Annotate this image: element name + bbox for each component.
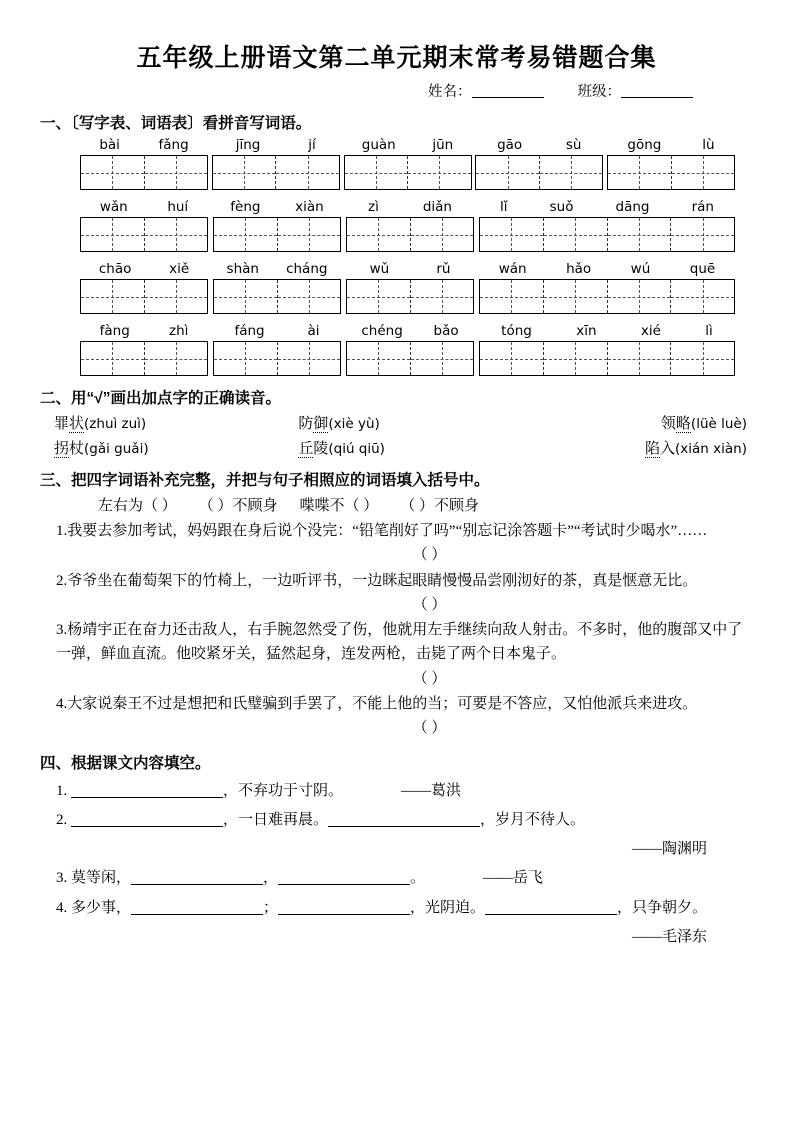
pinyin-syllable: chāo bbox=[98, 261, 132, 277]
pinyin-label bbox=[213, 261, 341, 277]
tianzige-cell[interactable] bbox=[145, 218, 208, 251]
page-title: 五年级上册语文第二单元期末常考易错题合集 bbox=[136, 44, 657, 72]
write-blank[interactable] bbox=[278, 899, 410, 915]
pinyin-syllable: ài bbox=[307, 323, 320, 339]
write-blank[interactable] bbox=[328, 811, 480, 827]
tianzige-cell[interactable] bbox=[345, 156, 409, 189]
tianzige-cell[interactable] bbox=[145, 280, 208, 313]
line-text-middle: ， bbox=[263, 870, 279, 887]
pinyin-grid-row bbox=[40, 199, 753, 252]
tianzige-cell[interactable] bbox=[608, 280, 672, 313]
tianzige-cell[interactable] bbox=[608, 342, 672, 375]
pinyin-word-group bbox=[80, 199, 208, 252]
answer-parentheses[interactable]: （ ） bbox=[412, 596, 447, 613]
word-character: 陵 bbox=[313, 441, 329, 457]
pinyin-word-group bbox=[80, 261, 208, 314]
pronunciation-options[interactable]: (xián xiàn) bbox=[675, 441, 747, 457]
pronunciation-options[interactable]: (gǎi guǎi) bbox=[84, 441, 149, 457]
tianzige-cell[interactable] bbox=[671, 280, 734, 313]
pinyin-syllable: xiě bbox=[169, 261, 190, 277]
write-blank[interactable] bbox=[131, 869, 263, 885]
tianzige-cell[interactable] bbox=[145, 156, 208, 189]
pronunciation-word bbox=[54, 441, 84, 458]
tianzige-cell[interactable] bbox=[347, 218, 411, 251]
pinyin-word-group bbox=[479, 199, 735, 252]
tianzige-cell[interactable] bbox=[480, 342, 544, 375]
pinyin-syllable: diǎn bbox=[422, 199, 452, 215]
idiom-fill-row bbox=[40, 494, 753, 515]
tianzige-box[interactable] bbox=[213, 341, 341, 376]
word-character: 杖 bbox=[69, 441, 85, 457]
pinyin-syllable: rǔ bbox=[436, 261, 451, 277]
dotted-character: 御 bbox=[313, 416, 329, 432]
tianzige-box[interactable] bbox=[475, 155, 603, 190]
tianzige-cell[interactable] bbox=[81, 280, 145, 313]
line-text-after: ，光阴迫。 bbox=[410, 899, 486, 916]
tianzige-cell[interactable] bbox=[81, 218, 145, 251]
tianzige-box[interactable] bbox=[479, 217, 735, 252]
tianzige-cell[interactable] bbox=[480, 218, 544, 251]
pronunciation-word bbox=[661, 416, 691, 433]
pinyin-syllable: zì bbox=[368, 199, 379, 215]
tianzige-box[interactable] bbox=[346, 217, 474, 252]
tianzige-box[interactable] bbox=[80, 341, 208, 376]
line-text-after: 。 bbox=[410, 870, 426, 887]
tianzige-box[interactable] bbox=[479, 279, 735, 314]
pronunciation-options[interactable]: (zhuì zuì) bbox=[84, 416, 147, 432]
line-text-middle: ，不弃功于寸阴。 bbox=[223, 782, 344, 799]
tianzige-cell[interactable] bbox=[145, 342, 208, 375]
grid-row-gap bbox=[40, 254, 753, 261]
pronunciation-options[interactable]: (lüè luè) bbox=[690, 416, 747, 432]
idiom-item[interactable]: 喋喋不（ ） bbox=[299, 498, 379, 514]
pinyin-syllable: wǔ bbox=[369, 261, 390, 277]
pinyin-syllable: bǎo bbox=[433, 323, 459, 339]
word-character: 防 bbox=[298, 416, 314, 432]
pinyin-word-group bbox=[213, 199, 341, 252]
tianzige-cell[interactable] bbox=[480, 280, 544, 313]
pinyin-syllable: fàng bbox=[99, 323, 130, 339]
tianzige-cell[interactable] bbox=[408, 156, 471, 189]
pinyin-grid-row bbox=[40, 261, 753, 314]
tianzige-cell[interactable] bbox=[544, 218, 608, 251]
pinyin-syllable: fǎng bbox=[158, 137, 189, 153]
section2-body bbox=[40, 412, 753, 458]
item-number: 3. bbox=[56, 870, 71, 887]
write-blank[interactable] bbox=[131, 899, 263, 915]
idiom-item[interactable]: 左右为（ ） bbox=[98, 498, 177, 514]
write-blank[interactable] bbox=[278, 869, 410, 885]
pinyin-syllable: tóng bbox=[501, 323, 532, 339]
dotted-character: 略 bbox=[675, 416, 691, 432]
tianzige-box[interactable] bbox=[80, 155, 208, 190]
pinyin-syllable: dāng bbox=[615, 199, 650, 215]
quote-source: ——陶渊明 bbox=[631, 841, 707, 858]
pinyin-syllable: xié bbox=[640, 323, 661, 339]
section3-heading: 三、把四字词语补充完整，并把与句子相照应的词语填入括号中。 bbox=[40, 472, 490, 489]
pronunciation-options[interactable]: (xiè yù) bbox=[328, 416, 380, 432]
pinyin-syllable: chéng bbox=[361, 323, 403, 339]
pinyin-word-group bbox=[80, 137, 208, 190]
pinyin-syllable: shàn bbox=[226, 261, 259, 277]
tianzige-box[interactable] bbox=[344, 155, 472, 190]
pinyin-word-group bbox=[213, 261, 341, 314]
pinyin-syllable: jí bbox=[308, 137, 316, 153]
tianzige-box[interactable] bbox=[607, 155, 735, 190]
word-character: 罪 bbox=[54, 416, 70, 432]
tianzige-box[interactable] bbox=[213, 217, 341, 252]
student-info-line bbox=[40, 80, 693, 101]
section3-questions bbox=[40, 519, 753, 741]
question-item bbox=[40, 519, 753, 568]
pinyin-label bbox=[80, 261, 208, 277]
name-field bbox=[428, 80, 544, 101]
pinyin-word-group bbox=[80, 323, 208, 376]
pinyin-syllable: xīn bbox=[576, 323, 597, 339]
question-item bbox=[40, 618, 753, 691]
tianzige-cell[interactable] bbox=[476, 156, 540, 189]
item-number: 4. bbox=[56, 899, 71, 916]
pinyin-word-group bbox=[346, 199, 474, 252]
tianzige-cell[interactable] bbox=[213, 156, 277, 189]
tianzige-box[interactable] bbox=[212, 155, 340, 190]
fill-blank-line bbox=[56, 777, 753, 806]
pinyin-label bbox=[346, 261, 474, 277]
name-label: 姓名： bbox=[428, 84, 472, 100]
pinyin-label bbox=[479, 261, 735, 277]
fill-blank-line bbox=[56, 864, 753, 893]
pinyin-syllable: fèng bbox=[230, 199, 261, 215]
pinyin-syllable: jūn bbox=[432, 137, 454, 153]
tianzige-cell[interactable] bbox=[608, 156, 672, 189]
tianzige-box[interactable] bbox=[346, 341, 474, 376]
pronunciation-item[interactable] bbox=[278, 437, 522, 458]
tianzige-cell[interactable] bbox=[671, 218, 734, 251]
tianzige-cell[interactable] bbox=[411, 280, 474, 313]
tianzige-cell[interactable] bbox=[278, 342, 341, 375]
dotted-character: 状 bbox=[69, 416, 85, 432]
section1-heading: 一、〔写字表、词语表〕看拼音写词语。 bbox=[40, 115, 312, 132]
pinyin-label bbox=[80, 137, 208, 153]
line-text-before: 莫等闲， bbox=[71, 870, 132, 887]
answer-parentheses[interactable]: （ ） bbox=[412, 670, 447, 687]
tianzige-box[interactable] bbox=[213, 279, 341, 314]
pinyin-label bbox=[80, 199, 208, 215]
pronunciation-row bbox=[40, 437, 753, 458]
tianzige-cell[interactable] bbox=[672, 156, 735, 189]
pinyin-syllable: wán bbox=[498, 261, 527, 277]
tianzige-cell[interactable] bbox=[540, 156, 603, 189]
pinyin-syllable: suǒ bbox=[549, 199, 574, 215]
pinyin-syllable: quē bbox=[689, 261, 716, 277]
line-text-before: 多少事， bbox=[71, 899, 132, 916]
class-field bbox=[578, 80, 694, 101]
pronunciation-item[interactable] bbox=[54, 412, 278, 433]
pronunciation-item[interactable] bbox=[278, 412, 522, 433]
pinyin-syllable: gōng bbox=[627, 137, 662, 153]
word-character: 入 bbox=[660, 441, 676, 457]
line-text-after: ，岁月不待人。 bbox=[480, 811, 586, 828]
tianzige-box[interactable] bbox=[80, 279, 208, 314]
pinyin-word-group bbox=[344, 137, 472, 190]
tianzige-cell[interactable] bbox=[671, 342, 734, 375]
pinyin-word-group bbox=[479, 261, 735, 314]
fill-blank-line bbox=[56, 894, 753, 923]
pinyin-label bbox=[607, 137, 735, 153]
pinyin-syllable: wú bbox=[630, 261, 651, 277]
tianzige-cell[interactable] bbox=[276, 156, 339, 189]
pinyin-label bbox=[475, 137, 603, 153]
class-label: 班级： bbox=[577, 84, 621, 100]
grid-row-gap bbox=[40, 316, 753, 323]
question-number: 1. bbox=[56, 523, 68, 539]
pinyin-syllable: bài bbox=[99, 137, 120, 153]
pronunciation-row bbox=[40, 412, 753, 433]
pinyin-word-group bbox=[346, 323, 474, 376]
pronunciation-options[interactable]: (qiú qiū) bbox=[328, 441, 385, 457]
tianzige-box[interactable] bbox=[346, 279, 474, 314]
quote-source: ——岳飞 bbox=[483, 870, 544, 887]
dotted-character: 丘 bbox=[298, 441, 314, 457]
fill-blank-line bbox=[56, 806, 753, 835]
pinyin-syllable: xiàn bbox=[295, 199, 324, 215]
pinyin-syllable: zhì bbox=[168, 323, 189, 339]
tianzige-cell[interactable] bbox=[214, 280, 278, 313]
tianzige-cell[interactable] bbox=[347, 342, 411, 375]
pinyin-label bbox=[80, 323, 208, 339]
question-number: 4. bbox=[56, 696, 68, 713]
grid-row-gap bbox=[40, 192, 753, 199]
pronunciation-item[interactable] bbox=[54, 437, 278, 458]
tianzige-box[interactable] bbox=[479, 341, 735, 376]
tianzige-cell[interactable] bbox=[81, 156, 145, 189]
section2-heading: 二、用“√”画出加点字的正确读音。 bbox=[40, 390, 282, 407]
tianzige-box[interactable] bbox=[80, 217, 208, 252]
pinyin-label bbox=[212, 137, 340, 153]
pinyin-word-group bbox=[212, 137, 340, 190]
section4-body bbox=[40, 777, 753, 953]
answer-parentheses[interactable]: （ ） bbox=[412, 547, 447, 564]
pinyin-label bbox=[479, 323, 735, 339]
tianzige-cell[interactable] bbox=[544, 280, 608, 313]
question-text: 爷爷坐在葡萄架下的竹椅上，一边听评书，一边眯起眼睛慢慢品尝刚沏好的茶，真是惬意无比。 bbox=[67, 572, 698, 589]
word-character: 领 bbox=[660, 416, 676, 432]
write-blank[interactable] bbox=[485, 899, 617, 915]
dotted-character: 陷 bbox=[644, 441, 660, 457]
pinyin-syllable: guàn bbox=[361, 137, 396, 153]
pronunciation-word bbox=[298, 441, 328, 458]
answer-parentheses[interactable]: （ ） bbox=[412, 720, 447, 737]
tianzige-cell[interactable] bbox=[214, 218, 278, 251]
line-text-middle: ； bbox=[263, 899, 279, 916]
question-text: 杨靖宇正在奋力还击敌人，右手腕忽然受了伤，他就用左手继续向敌人射击。不多时，他的腹部又中了一弹，鲜血直流。他咬紧牙关，猛然起身，连发两枪，击毙了两个日本鬼子。 bbox=[56, 622, 743, 663]
name-blank[interactable] bbox=[472, 83, 544, 98]
pinyin-word-group bbox=[479, 323, 735, 376]
pinyin-syllable: sù bbox=[565, 137, 582, 153]
line-text-tail: ，只争朝夕。 bbox=[617, 899, 708, 916]
pinyin-label bbox=[344, 137, 472, 153]
pinyin-label bbox=[213, 323, 341, 339]
pinyin-label bbox=[213, 199, 341, 215]
tianzige-cell[interactable] bbox=[347, 280, 411, 313]
idiom-item[interactable]: （ ）不顾身 bbox=[400, 498, 480, 514]
line-text-middle: ，一日难再晨。 bbox=[223, 811, 329, 828]
tianzige-cell[interactable] bbox=[81, 342, 145, 375]
pinyin-label bbox=[346, 199, 474, 215]
tianzige-cell[interactable] bbox=[214, 342, 278, 375]
pinyin-grid-row bbox=[40, 137, 753, 190]
pinyin-syllable: wǎn bbox=[99, 199, 128, 215]
pinyin-grid-row bbox=[40, 323, 753, 376]
pinyin-syllable: rán bbox=[691, 199, 714, 215]
question-text: 大家说秦王不过是想把和氏璧骗到手罢了，不能上他的当；可要是不答应，又怕他派兵来进攻。 bbox=[67, 696, 698, 713]
item-number: 1. bbox=[56, 782, 71, 799]
question-item bbox=[40, 569, 753, 618]
idiom-item[interactable]: （ ）不顾身 bbox=[198, 498, 278, 514]
section4-heading: 四、根据课文内容填空。 bbox=[40, 754, 211, 772]
question-item bbox=[40, 692, 753, 741]
dotted-character: 拐 bbox=[54, 441, 70, 457]
pinyin-syllable: gāo bbox=[497, 137, 523, 153]
pinyin-syllable: lù bbox=[702, 137, 715, 153]
item-number: 2. bbox=[56, 811, 71, 828]
quote-source: ——葛洪 bbox=[401, 782, 462, 799]
tianzige-cell[interactable] bbox=[411, 342, 474, 375]
pinyin-syllable: hǎo bbox=[566, 261, 592, 277]
tianzige-cell[interactable] bbox=[608, 218, 672, 251]
pinyin-word-group bbox=[213, 323, 341, 376]
write-blank[interactable] bbox=[71, 782, 223, 798]
class-blank[interactable] bbox=[621, 83, 693, 98]
quote-source: ——毛泽东 bbox=[631, 928, 707, 945]
question-text: 我要去参加考试，妈妈跟在身后说个没完：“铅笔削好了吗”“别忘记涂答题卡”“考试时少喝水”…… bbox=[67, 523, 708, 539]
pinyin-word-group bbox=[475, 137, 603, 190]
pronunciation-word bbox=[645, 441, 675, 458]
pronunciation-word bbox=[54, 416, 84, 433]
pinyin-syllable: jīng bbox=[235, 137, 261, 153]
pinyin-syllable: fáng bbox=[234, 323, 265, 339]
tianzige-cell[interactable] bbox=[278, 280, 341, 313]
pronunciation-word bbox=[298, 416, 328, 433]
tianzige-cell[interactable] bbox=[544, 342, 608, 375]
pinyin-syllable: lì bbox=[705, 323, 713, 339]
tianzige-cell[interactable] bbox=[278, 218, 341, 251]
question-number: 2. bbox=[56, 572, 68, 589]
pinyin-word-group bbox=[346, 261, 474, 314]
tianzige-cell[interactable] bbox=[411, 218, 474, 251]
pinyin-label bbox=[346, 323, 474, 339]
pinyin-word-group bbox=[607, 137, 735, 190]
write-blank[interactable] bbox=[71, 811, 223, 827]
pinyin-label bbox=[479, 199, 735, 215]
question-number: 3. bbox=[56, 622, 68, 639]
pinyin-syllable: huí bbox=[167, 199, 189, 215]
pronunciation-item[interactable] bbox=[523, 437, 753, 458]
pinyin-syllable: lǐ bbox=[500, 199, 508, 215]
pinyin-syllable: cháng bbox=[286, 261, 328, 277]
pronunciation-item[interactable] bbox=[523, 412, 753, 433]
pinyin-grid-block bbox=[40, 137, 753, 376]
